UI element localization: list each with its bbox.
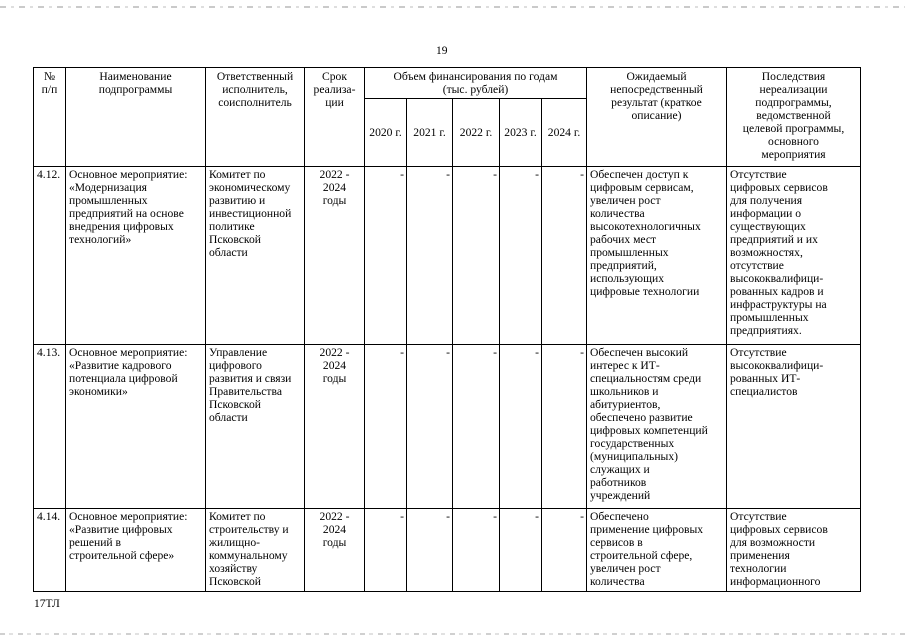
row-term: 2022 - 2024 годы [305, 509, 365, 592]
header-year-2023: 2023 г. [500, 99, 542, 167]
row-result: Обеспечен доступ к цифровым сервисам, увеличен рост количества высокотехнологичных рабочих мест промышленных предприятий, использующих цифровые технологии [587, 167, 727, 345]
row-value-2023: - [500, 167, 542, 345]
row-consequences: Отсутствие цифровых сервисов для получения информации о существующих предприятий и их возможностях, отсутствие высококвалифици- рованных кадров и инфраструктуры на промышленных предприятиях. [727, 167, 861, 345]
scan-artifact-bottom [0, 633, 905, 635]
row-value-2021: - [407, 167, 453, 345]
scan-artifact-top [0, 6, 905, 8]
row-executor: Комитет по строительству и жилищно- коммунальному хозяйству Псковской [206, 509, 305, 592]
row-value-2024: - [542, 167, 587, 345]
header-executor: Ответственный исполнитель, соисполнитель [206, 68, 305, 167]
row-value-2023: - [500, 509, 542, 592]
row-value-2020: - [365, 167, 407, 345]
table-row [34, 509, 861, 592]
row-term: 2022 - 2024 годы [305, 345, 365, 509]
row-value-2020: - [365, 345, 407, 509]
table-row [34, 345, 861, 509]
row-value-2022: - [453, 345, 500, 509]
document-code: 17ТЛ [34, 598, 60, 610]
header-year-2024: 2024 г. [542, 99, 587, 167]
row-value-2022: - [453, 509, 500, 592]
header-consequences: Последствия нереализации подпрограммы, ведомственной целевой программы, основного мероприятия [727, 68, 861, 167]
row-name: Основное мероприятие: «Модернизация промышленных предприятий на основе внедрения цифровых технологий» [66, 167, 206, 345]
header-year-2020: 2020 г. [365, 99, 407, 167]
row-result: Обеспечено применение цифровых сервисов в строительной сфере, увеличен рост количества [587, 509, 727, 592]
row-term: 2022 - 2024 годы [305, 167, 365, 345]
header-result: Ожидаемый непосредственный результат (краткое описание) [587, 68, 727, 167]
row-name: Основное мероприятие: «Развитие кадрового потенциала цифровой экономики» [66, 345, 206, 509]
header-num: № п/п [34, 68, 66, 167]
row-value-2023: - [500, 345, 542, 509]
row-value-2021: - [407, 509, 453, 592]
page-number: 19 [436, 45, 448, 57]
row-value-2020: - [365, 509, 407, 592]
header-finance: Объем финансирования по годам (тыс. рублей) [365, 68, 587, 99]
row-value-2021: - [407, 345, 453, 509]
header-term: Срок реализа- ции [305, 68, 365, 167]
row-executor: Комитет по экономическому развитию и инвестиционной политике Псковской области [206, 167, 305, 345]
row-result: Обеспечен высокий интерес к ИТ- специальностям среди школьников и абитуриентов, обеспечено развитие цифровых компетенций государственных (муниципальных) служащих и работников учреждений [587, 345, 727, 509]
program-table [33, 67, 861, 592]
row-name: Основное мероприятие: «Развитие цифровых решений в строительной сфере» [66, 509, 206, 592]
row-num: 4.14. [34, 509, 66, 592]
row-value-2022: - [453, 167, 500, 345]
row-consequences: Отсутствие цифровых сервисов для возможности применения технологии информационного [727, 509, 861, 592]
header-year-2022: 2022 г. [453, 99, 500, 167]
header-name: Наименование подпрограммы [66, 68, 206, 167]
row-consequences: Отсутствие высококвалифици- рованных ИТ- специалистов [727, 345, 861, 509]
row-value-2024: - [542, 509, 587, 592]
row-num: 4.12. [34, 167, 66, 345]
header-year-2021: 2021 г. [407, 99, 453, 167]
row-value-2024: - [542, 345, 587, 509]
row-num: 4.13. [34, 345, 66, 509]
table-row [34, 167, 861, 345]
row-executor: Управление цифрового развития и связи Правительства Псковской области [206, 345, 305, 509]
